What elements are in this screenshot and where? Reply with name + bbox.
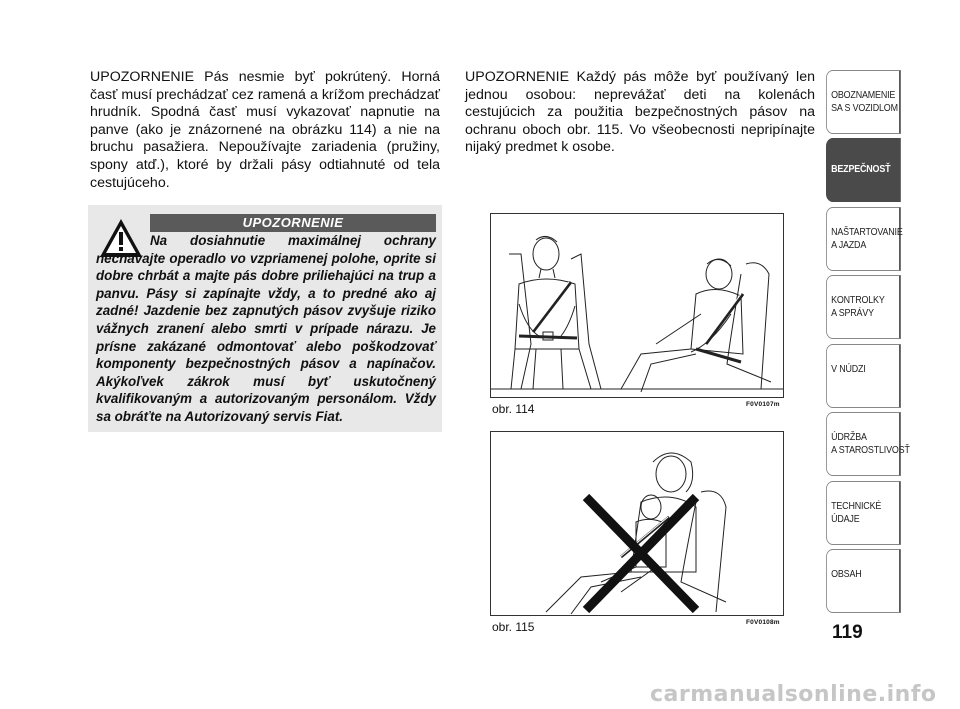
tab-obsah[interactable]: OBSAH (826, 549, 901, 613)
chapter-sidebar (826, 70, 916, 618)
safety-note-right: UPOZORNENIE Každý pás môže byť používaný len jednou osobou: neprevážať deti na kolenách cestujúcich za použitia bezpečnostných pásov na ochranu oboch obr. 115. Vo všeobecnosti nepripínajte nijaký predmet k osobe. (465, 69, 815, 156)
figure-114-belted-occupants (490, 213, 784, 398)
safety-note-left: UPOZORNENIE Pás nesmie byť pokrútený. Horná časť musí prechádzať cez ramená a krížom prechádzať hrudník. Spodná časť musí vykazovať napnutie na panve (ako je znázornené na obrázku 114) a nie na bruchu pasažiera. Nepoužívajte zariadenia (pružiny, spony atď.), ktoré by držali pásy odtiahnuté od tela cestujúceho. (90, 69, 440, 191)
tab-bezpecnost[interactable]: BEZPEČNOSŤ (826, 138, 901, 202)
figure-115-code: F0V0108m (746, 619, 780, 626)
figure-114-caption: obr. 114 (492, 402, 535, 416)
tab-udrzba[interactable]: ÚDRŽBA A STAROSTLIVOSŤ (826, 412, 901, 476)
warning-header: UPOZORNENIE (150, 214, 436, 232)
tab-kontrolky[interactable]: KONTROLKY A SPRÁVY (826, 275, 901, 339)
figure-115-child-on-lap-prohibited (490, 431, 784, 616)
tab-technicke-udaje[interactable]: TECHNICKÉ ÚDAJE (826, 481, 901, 545)
figure-114-code: F0V0107m (746, 401, 780, 408)
tab-startovanie[interactable]: NAŠTARTOVANIE A JAZDA (826, 207, 901, 271)
page-number: 119 (832, 622, 863, 643)
warning-text: Na dosiahnutie maximálnej ochrany nechávajte operadlo vo vzpriamenej polohe, oprite si dobre chrbát a majte pás dobre priliehajúci na trup a panvu. Pásy si zapínajte vždy, a to predné ako aj zadné! Jazdenie bez zapnutých pásov zvyšuje riziko vážnych zranení alebo smrti v prípade nárazu. Je prísne zakázané odmontovať alebo poškodzovať komponenty bezpečnostných pásov a napínačov. Akýkoľvek zákrok musí byť uskutočnený kvalifikovaným a autorizovaným personálom. Vždy sa obráťte na Autorizovaný servis Fiat. (96, 233, 436, 424)
watermark: carmanualsonline.info (650, 682, 937, 707)
figure-115-caption: obr. 115 (492, 620, 535, 634)
warning-box (88, 205, 442, 432)
tab-oboznamenie[interactable]: OBOZNAMENIE SA S VOZIDLOM (826, 70, 901, 134)
tab-v-nudzi[interactable]: V NÚDZI (826, 344, 901, 408)
